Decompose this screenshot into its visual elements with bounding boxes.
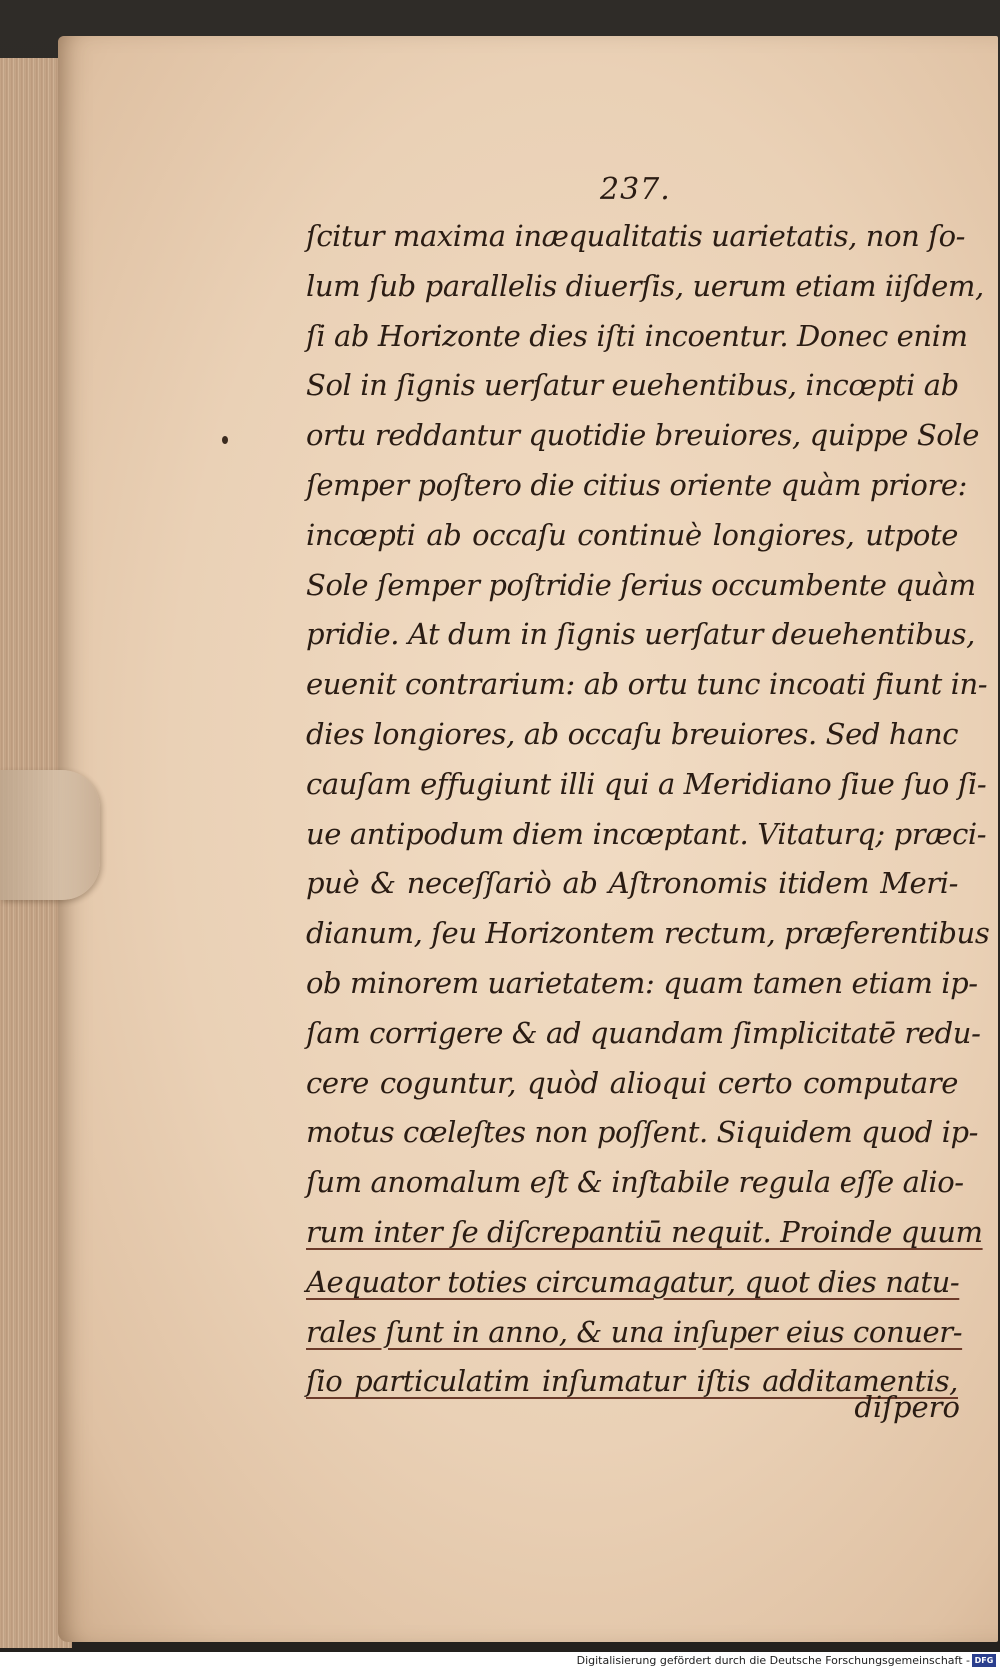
underlined-span: Aequator toties circumagatur, quot dies natu- bbox=[306, 1264, 960, 1299]
text-line: ſum anomalum eſt & inſtabile regula eſſe alio- bbox=[306, 1165, 964, 1200]
text-line: ortu reddantur quotidie breuiores, quippe Sole bbox=[306, 418, 979, 453]
text-line-underlined bbox=[306, 1208, 983, 1258]
text-line: lum ſub parallelis diuerſis, uerum etiam iiſdem, bbox=[306, 268, 984, 303]
text-line: ſemper poſtero die citius oriente quàm priore: bbox=[306, 467, 968, 502]
text-line: ob minorem uarietatem: quam tamen etiam ip- bbox=[306, 965, 978, 1000]
underlined-span: rales ſunt in anno, & una inſuper eius conuer- bbox=[306, 1314, 963, 1349]
text-line: cauſam effugiunt illi qui a Meridiano ſiue ſuo ſi- bbox=[306, 766, 987, 801]
dfg-logo: DFG bbox=[972, 1654, 996, 1667]
text-line-underlined bbox=[306, 1258, 958, 1308]
catchword: diſpero bbox=[854, 1390, 960, 1424]
page-number: 237. bbox=[600, 172, 671, 207]
text-line: ſcitur maxima inæqualitatis uarietatis, non ſo- bbox=[306, 219, 966, 253]
text-line: incœpti ab occaſu continuè longiores, utpote bbox=[306, 517, 958, 552]
page-clip bbox=[0, 770, 100, 900]
text-line: ſi ab Horizonte dies iſti incoentur. Donec enim bbox=[306, 318, 968, 353]
text-line: euenit contrarium: ab ortu tunc incoati fiunt in- bbox=[306, 667, 988, 702]
ink-speck bbox=[222, 436, 228, 444]
text-line: motus cœleſtes non poſſent. Siquidem quod ip- bbox=[306, 1115, 979, 1150]
text-line: ſam corrigere & ad quandam ſimplicitatē redu- bbox=[306, 1015, 981, 1050]
text-line: cere coguntur, quòd alioqui certo computare bbox=[306, 1065, 958, 1100]
underlined-span: ſio particulatim inſumatur iſtis additamentis, bbox=[306, 1364, 958, 1399]
text-line: ue antipodum diem incœptant. Vitaturq; præci- bbox=[306, 816, 987, 851]
text-line: pridie. At dum in ſignis uerſatur deuehentibus, bbox=[306, 617, 975, 652]
text-line: dies longiores, ab occaſu breuiores. Sed hanc bbox=[306, 716, 959, 751]
text-line: dianum, ſeu Horizontem rectum, præferentibus bbox=[306, 916, 990, 951]
text-line: puè & neceſſariò ab Aſtronomis itidem Meri- bbox=[306, 866, 958, 901]
footer-credit: Digitalisierung gefördert durch die Deutsche Forschungsgemeinschaft - bbox=[576, 1654, 970, 1667]
text-line-underlined bbox=[306, 1308, 963, 1358]
text-line: Sole ſemper poſtridie ſerius occumbente quàm bbox=[306, 567, 976, 602]
underlined-span: rum inter ſe diſcrepantiū nequit. Proinde quum bbox=[306, 1214, 983, 1249]
text-line: Sol in ſignis uerſatur euehentibus, incœpti ab bbox=[306, 368, 959, 403]
